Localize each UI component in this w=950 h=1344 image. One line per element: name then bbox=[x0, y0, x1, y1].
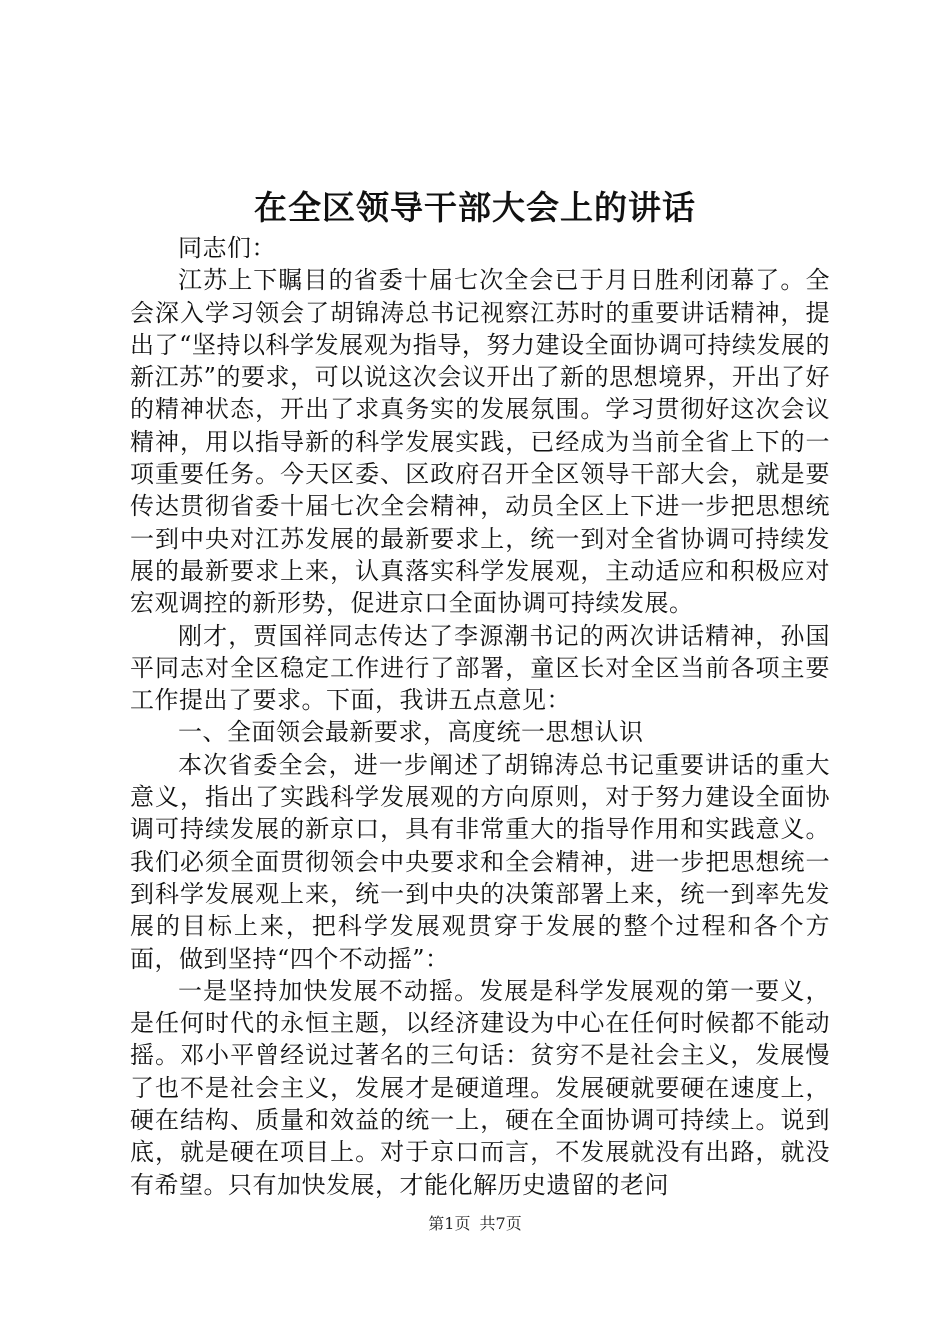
document-title: 在全区领导干部大会上的讲话 bbox=[254, 188, 696, 227]
section-heading: 一、全面领会最新要求，高度统一思想认识 bbox=[178, 718, 644, 747]
body-paragraph: 本次省委全会，进一步阐述了胡锦涛总书记重要讲话的重大意义，指出了实践科学发展观的方向原则，对于努力建设全面协调可持续发展的新京口，具有非常重大的指导作用和实践意义。我们必须全面贯彻领会中央要求和全会精神，进一步把思想统一到科学发展观上来，统一到中央的决策部署上来，统一到率先发展的目标上来，把科学发展观贯穿于发展的整个过程和各个方面，做到坚持“四个不动摇”： bbox=[130, 750, 830, 973]
body-paragraph: 江苏上下瞩目的省委十届七次全会已于月日胜利闭幕了。全会深入学习领会了胡锦涛总书记视察江苏时的重要讲话精神，提出了“坚持以科学发展观为指导，努力建设全面协调可持续发展的新江苏”的要求，可以说这次会议开出了新的思想境界，开出了好的精神状态，开出了求真务实的发展氛围。学习贯彻好这次会议精神，用以指导新的科学发展实践，已经成为当前全省上下的一项重要任务。今天区委、区政府召开全区领导干部大会，就是要传达贯彻省委十届七次全会精神，动员全区上下进一步把思想统一到中央对江苏发展的最新要求上，统一到对全省协调可持续发展的最新要求上来，认真落实科学发展观，主动适应和积极应对宏观调控的新形势，促进京口全面协调可持续发展。 bbox=[130, 266, 830, 618]
page-footer bbox=[0, 1213, 950, 1235]
body-paragraph: 一是坚持加快发展不动摇。发展是科学发展观的第一要义，是任何时代的永恒主题，以经济建设为中心在任何时候都不能动摇。邓小平曾经说过著名的三句话：贫穷不是社会主义，发展慢了也不是社会主义，发展才是硬道理。发展硬就要硬在速度上，硬在结构、质量和效益的统一上，硬在全面协调可持续上。说到底，就是硬在项目上。对于京口而言，不发展就没有出路，就没有希望。只有加快发展，才能化解历史遗留的老问 bbox=[130, 976, 830, 1199]
salutation-paragraph: 同志们： bbox=[178, 234, 276, 262]
document-body bbox=[130, 232, 830, 1201]
body-paragraph: 刚才，贾国祥同志传达了李源潮书记的两次讲话精神，孙国平同志对全区稳定工作进行了部署，童区长对全区当前各项主要工作提出了要求。下面，我讲五点意见： bbox=[130, 621, 830, 715]
page-total: 共7页 bbox=[479, 1214, 522, 1233]
page-number: 第1页 bbox=[428, 1214, 471, 1233]
